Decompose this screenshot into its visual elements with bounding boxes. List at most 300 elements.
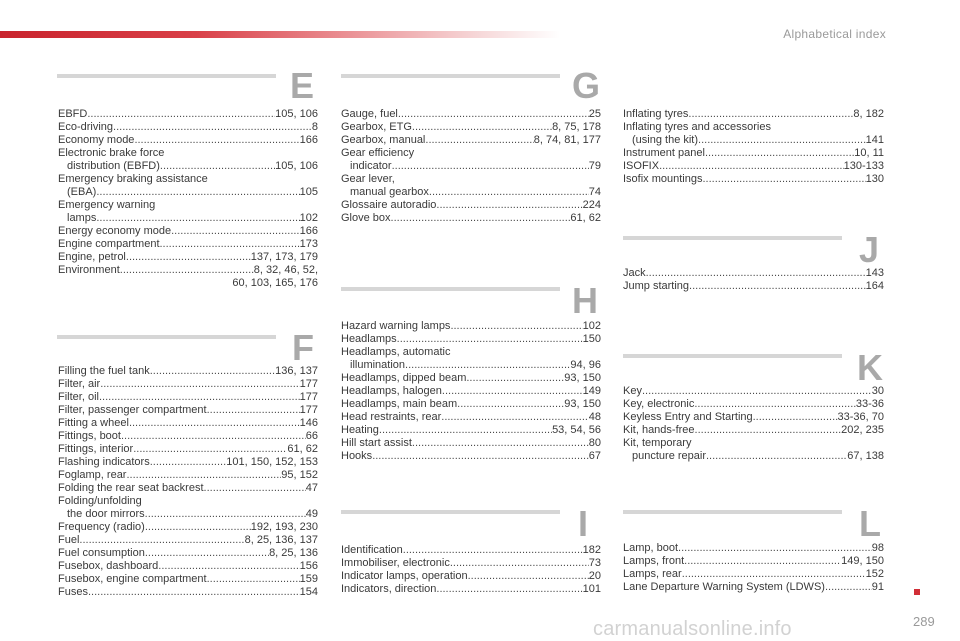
index-entry-pages: 47: [305, 482, 318, 494]
index-entry-line: [341, 544, 601, 557]
index-entry: [341, 173, 601, 199]
index-entry: [623, 108, 884, 121]
index-leader-dots: [121, 430, 306, 443]
index-entry-label: Flashing indicators: [58, 456, 150, 468]
index-entry-line: [58, 456, 318, 469]
index-entry: [341, 121, 601, 134]
index-entry: [58, 482, 318, 495]
index-leader-dots: [425, 134, 533, 147]
index-entry-pages: 101, 150, 152, 153: [226, 456, 318, 468]
index-entry-line: [623, 542, 884, 555]
index-entry-pages: 33-36: [855, 398, 884, 410]
index-entry-label: Kit, temporary: [623, 437, 692, 449]
index-entry-label: Engine compartment: [58, 238, 160, 250]
index-entry-line: [341, 186, 601, 199]
index-entry: [341, 450, 601, 463]
index-entry-pages: 177: [299, 391, 318, 403]
index-leader-dots: [160, 160, 275, 173]
index-entry-pages: 94, 96: [570, 359, 601, 371]
index-leader-dots: [150, 365, 275, 378]
index-entry-pages: 150: [582, 333, 601, 345]
index-entry-pages: 105, 106: [275, 160, 318, 172]
index-entry: [58, 547, 318, 560]
index-entry-line: [58, 404, 318, 417]
index-entry-pages: 149: [582, 385, 601, 397]
index-entry-pages: 137, 173, 179: [250, 251, 318, 263]
index-entry: [341, 385, 601, 398]
index-entry: [58, 417, 318, 430]
section-rule-i: [341, 510, 560, 514]
index-entry-line: [623, 555, 884, 568]
index-entry-pages: 61, 62: [570, 212, 601, 224]
index-leader-dots: [100, 378, 299, 391]
index-leader-dots: [468, 570, 589, 583]
index-entry-label: Gearbox, ETG: [341, 121, 412, 133]
index-entry-pages: 61, 62: [287, 443, 318, 455]
index-entry-pages: 8, 75, 178: [552, 121, 601, 133]
index-leader-dots: [436, 199, 582, 212]
index-entry-label: Folding the rear seat backrest: [58, 482, 204, 494]
index-entry-line: [58, 573, 318, 586]
index-leader-dots: [442, 385, 583, 398]
index-entry-line: [341, 411, 601, 424]
index-leader-dots: [171, 225, 300, 238]
index-leader-dots: [126, 469, 281, 482]
index-entry-label: Headlamps, dipped beam: [341, 372, 467, 384]
index-entry-pages-continued: 60, 103, 165, 176: [232, 277, 318, 289]
index-entry-pages: 91: [871, 581, 884, 593]
index-entry-label: Electronic brake force: [58, 147, 165, 159]
watermark-text: carmanualsonline.info: [593, 618, 792, 640]
index-entry-label: Kit, hands-free: [623, 424, 695, 436]
index-entry-label: Fuel consumption: [58, 547, 145, 559]
index-entry-label: Emergency warning: [58, 199, 156, 211]
index-entry-label: Jack: [623, 267, 646, 279]
index-entry-pages: 95, 152: [281, 469, 318, 481]
index-entry-label: Headlamps: [341, 333, 397, 345]
index-entry-label: Isofix mountings: [623, 173, 703, 185]
index-entry: [623, 173, 884, 186]
index-entry-line: [58, 147, 318, 160]
section-rule-e: [57, 74, 276, 78]
index-entry-label: Fittings, boot: [58, 430, 121, 442]
index-entry-line: [341, 372, 601, 385]
index-entry-line: [58, 521, 318, 534]
index-entry-line: [58, 586, 318, 599]
index-entry-pages: 143: [865, 267, 884, 279]
index-entry-pages: 8, 32, 46, 52,: [253, 264, 318, 276]
index-entry-label: (using the kit): [632, 134, 699, 146]
index-entry-line: [341, 108, 601, 121]
index-entry-pages: 98: [871, 542, 884, 554]
section-rule-f: [57, 335, 276, 339]
index-entry: [58, 199, 318, 225]
index-leader-dots: [441, 411, 588, 424]
index-entry-pages: 101: [582, 583, 601, 595]
index-entry-line: [58, 251, 318, 264]
index-entry-label: Head restraints, rear: [341, 411, 442, 423]
index-entry-pages: 8, 25, 136, 137: [244, 534, 318, 546]
index-leader-dots: [689, 280, 866, 293]
index-entry-pages: 173: [299, 238, 318, 250]
index-entry-label: Lane Departure Warning System (LDWS): [623, 581, 825, 593]
index-entry-pages: 105: [299, 186, 318, 198]
index-entry-pages: 8, 182: [853, 108, 884, 120]
index-leader-dots: [705, 147, 854, 160]
index-leader-dots: [397, 333, 583, 346]
index-entry: [623, 121, 884, 147]
index-entry-label: Identification: [341, 544, 403, 556]
index-leader-dots: [145, 547, 269, 560]
index-entry-line: [623, 267, 884, 280]
index-entry-pages: 141: [865, 134, 884, 146]
page-marker: [914, 589, 920, 595]
index-entry: [341, 372, 601, 385]
index-entry-label: Fuses: [58, 586, 88, 598]
index-leader-dots: [145, 521, 251, 534]
index-entry-label: Jump starting: [623, 280, 690, 292]
index-entry-label: illumination: [350, 359, 406, 371]
index-entry-label: Lamps, front: [623, 555, 685, 567]
index-entry: [341, 108, 601, 121]
index-entry-line: [623, 121, 884, 134]
section-entries-i: [341, 544, 601, 596]
index-entry: [58, 443, 318, 456]
index-entry-line: [58, 417, 318, 430]
index-entry: [623, 411, 884, 424]
section-entries-g: [341, 108, 601, 225]
index-entry: [58, 456, 318, 469]
page-number: 289: [913, 614, 935, 629]
index-entry: [58, 134, 318, 147]
index-entry: [58, 147, 318, 173]
index-entry-line: [58, 108, 318, 121]
index-entry-line: [58, 495, 318, 508]
index-entry-pages: 67, 138: [847, 450, 884, 462]
index-entry-label: ISOFIX: [623, 160, 660, 172]
index-entry-line: [341, 346, 601, 359]
section-entries-h: [341, 320, 601, 463]
index-entry-line: [58, 378, 318, 391]
index-entry-pages: 33-36, 70: [837, 411, 884, 423]
index-entry-label: Gearbox, manual: [341, 134, 426, 146]
index-entry-label: Glossaire autoradio: [341, 199, 437, 211]
index-entry: [623, 160, 884, 173]
index-entry-line: [341, 359, 601, 372]
index-entry-line: [58, 134, 318, 147]
index-leader-dots: [87, 108, 275, 121]
section-rule-k: [623, 354, 842, 358]
index-leader-dots: [429, 186, 589, 199]
index-entry: [58, 264, 318, 290]
index-entry-line: [58, 225, 318, 238]
index-leader-dots: [113, 121, 312, 134]
index-entry-line: [341, 333, 601, 346]
index-entry-pages: 130: [865, 173, 884, 185]
index-entry-line: [58, 469, 318, 482]
index-entry-label: Headlamps, main beam: [341, 398, 458, 410]
section-rule-j: [623, 236, 842, 240]
index-entry-line: [341, 424, 601, 437]
section-entries-i-continued: [623, 108, 884, 186]
index-leader-dots: [391, 212, 571, 225]
index-leader-dots: [646, 267, 866, 280]
index-entry-line: [58, 534, 318, 547]
index-entry-line: [623, 450, 884, 463]
index-entry-pages: 8: [311, 121, 318, 133]
index-entry-line: [341, 212, 601, 225]
index-leader-dots: [706, 450, 847, 463]
index-entry-line: [58, 121, 318, 134]
index-entry-pages: 177: [299, 378, 318, 390]
index-entry-line: [58, 264, 318, 277]
index-entry-pages: 136, 137: [275, 365, 318, 377]
page-header-title: Alphabetical index: [783, 27, 886, 41]
section-rule-h: [341, 287, 560, 291]
index-entry-line: [341, 160, 601, 173]
index-entry-label: Environment: [58, 264, 120, 276]
index-entry-label: Hooks: [341, 450, 373, 462]
index-leader-dots: [207, 404, 300, 417]
index-entry-label: Fusebox, engine compartment: [58, 573, 207, 585]
index-entry: [341, 424, 601, 437]
index-entry-pages: 74: [588, 186, 601, 198]
index-leader-dots: [372, 450, 589, 463]
index-entry-label: Filter, passenger compartment: [58, 404, 207, 416]
index-entry-label: the door mirrors: [67, 508, 145, 520]
index-entry-line: [341, 147, 601, 160]
index-entry-label: Indicator lamps, operation: [341, 570, 468, 582]
index-entry: [58, 251, 318, 264]
index-entry-pages: 152: [865, 568, 884, 580]
index-entry-label: Eco-driving: [58, 121, 114, 133]
index-entry-label: Folding/unfolding: [58, 495, 142, 507]
index-entry-label: Filter, air: [58, 378, 101, 390]
index-entry-line: [341, 385, 601, 398]
section-letter-g: G: [572, 65, 601, 106]
index-entry-line: [58, 560, 318, 573]
section-entries-l: [623, 542, 884, 594]
index-entry-label: Fuel: [58, 534, 80, 546]
index-leader-dots: [126, 251, 251, 264]
index-entry-label: Gear efficiency: [341, 147, 415, 159]
index-leader-dots: [398, 108, 589, 121]
index-entry-pages: 224: [582, 199, 601, 211]
index-entry-label: Foglamp, rear: [58, 469, 127, 481]
index-entry-pages: 105, 106: [275, 108, 318, 120]
index-entry-label: Indicators, direction: [341, 583, 437, 595]
index-entry-label: Instrument panel: [623, 147, 705, 159]
index-leader-dots: [392, 160, 589, 173]
index-entry: [58, 404, 318, 417]
index-entry-pages: 166: [299, 134, 318, 146]
index-entry-line: [623, 108, 884, 121]
section-letter-f: F: [292, 327, 314, 368]
index-entry: [623, 280, 884, 293]
index-entry: [341, 398, 601, 411]
index-entry-pages: 154: [299, 586, 318, 598]
index-entry-pages: 48: [588, 411, 601, 423]
index-entry-line: [341, 450, 601, 463]
index-entry-label: (EBA): [67, 186, 97, 198]
index-entry-line: [623, 160, 884, 173]
index-entry: [623, 568, 884, 581]
index-entry: [58, 521, 318, 534]
index-entry-label: Hill start assist: [341, 437, 412, 449]
index-entry-label: EBFD: [58, 108, 88, 120]
index-entry-line: [623, 437, 884, 450]
index-entry: [58, 573, 318, 586]
index-entry-pages: 130-133: [843, 160, 884, 172]
index-entry-label: Glove box: [341, 212, 391, 224]
index-entry-label: Inflating tyres: [623, 108, 689, 120]
index-entry: [341, 346, 601, 372]
index-entry-label: Energy economy mode: [58, 225, 172, 237]
index-entry-pages: 93, 150: [564, 398, 601, 410]
index-entry-pages: 66: [305, 430, 318, 442]
index-leader-dots: [145, 508, 306, 521]
index-entry-label: Engine, petrol: [58, 251, 126, 263]
index-entry-line: [58, 238, 318, 251]
index-entry-label: Economy mode: [58, 134, 135, 146]
index-entry-label: distribution (EBFD): [67, 160, 160, 172]
section-rule-l: [623, 510, 842, 514]
index-entry-pages: 102: [299, 212, 318, 224]
index-leader-dots: [659, 160, 844, 173]
index-entry-line: [58, 547, 318, 560]
section-rule-g: [341, 74, 560, 78]
index-entry-label: Heating: [341, 424, 379, 436]
index-entry-line: [623, 411, 884, 424]
index-leader-dots: [403, 544, 583, 557]
index-entry-line: [341, 199, 601, 212]
index-entry-label: lamps: [67, 212, 97, 224]
index-leader-dots: [682, 568, 866, 581]
index-entry-line: [623, 280, 884, 293]
index-entry: [58, 391, 318, 404]
index-entry-line: [58, 173, 318, 186]
index-entry: [58, 469, 318, 482]
index-entry-label: Key: [623, 385, 642, 397]
index-leader-dots: [412, 121, 552, 134]
index-entry-label: Headlamps, halogen: [341, 385, 442, 397]
index-leader-dots: [160, 238, 300, 251]
index-leader-dots: [79, 534, 244, 547]
index-entry-line: [623, 385, 884, 398]
index-entry: [341, 199, 601, 212]
section-letter-i: I: [578, 503, 589, 544]
index-entry-pages: 93, 150: [564, 372, 601, 384]
index-entry: [341, 147, 601, 173]
index-entry: [341, 557, 601, 570]
header-accent-bar: [0, 31, 560, 38]
index-entry: [58, 560, 318, 573]
index-entry-pages: 53, 54, 56: [552, 424, 601, 436]
index-entry: [58, 430, 318, 443]
index-entry: [58, 238, 318, 251]
index-entry-line: [58, 430, 318, 443]
index-entry-line: [623, 424, 884, 437]
index-entry-line: [58, 186, 318, 199]
index-entry-pages: 49: [305, 508, 318, 520]
index-leader-dots: [698, 134, 866, 147]
index-entry-pages: 156: [299, 560, 318, 572]
index-entry-line: [58, 391, 318, 404]
index-entry-line: [58, 443, 318, 456]
section-letter-k: K: [857, 347, 883, 388]
index-leader-dots: [825, 581, 872, 594]
index-entry-line: [341, 557, 601, 570]
index-leader-dots: [204, 482, 306, 495]
index-leader-dots: [129, 417, 300, 430]
section-entries-f: [58, 365, 318, 599]
index-entry-label: puncture repair: [632, 450, 706, 462]
index-leader-dots: [457, 398, 564, 411]
index-entry: [623, 437, 884, 463]
index-leader-dots: [753, 411, 838, 424]
index-entry-label: Lamp, boot: [623, 542, 679, 554]
section-entries-k: [623, 385, 884, 463]
index-leader-dots: [466, 372, 564, 385]
index-entry-line: [623, 568, 884, 581]
index-leader-dots: [158, 560, 299, 573]
index-entry: [623, 555, 884, 568]
index-entry-line: [623, 173, 884, 186]
index-leader-dots: [96, 186, 299, 199]
index-entry: [341, 544, 601, 557]
index-entry: [58, 534, 318, 547]
index-entry-line: [341, 570, 601, 583]
index-entry-label: manual gearbox: [350, 186, 429, 198]
index-entry: [623, 398, 884, 411]
index-entry-line: [341, 173, 601, 186]
index-entry-pages: 8, 74, 81, 177: [533, 134, 601, 146]
index-entry: [341, 570, 601, 583]
index-entry-pages: 177: [299, 404, 318, 416]
index-leader-dots: [150, 456, 227, 469]
index-entry-pages: 166: [299, 225, 318, 237]
index-entry-pages: 67: [588, 450, 601, 462]
index-entry: [623, 581, 884, 594]
index-entry-pages: 8, 25, 136: [269, 547, 318, 559]
index-leader-dots: [99, 391, 300, 404]
index-entry-line: [58, 508, 318, 521]
index-leader-dots: [379, 424, 552, 437]
index-entry-label: Hazard warning lamps: [341, 320, 451, 332]
section-letter-h: H: [572, 280, 598, 321]
index-entry: [58, 108, 318, 121]
index-entry: [341, 437, 601, 450]
index-entry-line: [341, 398, 601, 411]
index-entry-label: Fusebox, dashboard: [58, 560, 159, 572]
index-entry-pages: 164: [865, 280, 884, 292]
index-entry-line: [341, 134, 601, 147]
index-entry-line: [341, 121, 601, 134]
index-entry-label: Fitting a wheel: [58, 417, 129, 429]
index-entry-pages: 25: [588, 108, 601, 120]
index-entry-label: Fittings, interior: [58, 443, 134, 455]
section-entries-e: [58, 108, 318, 290]
index-entry-line: [58, 365, 318, 378]
index-entry-line: [58, 160, 318, 173]
index-entry: [341, 333, 601, 346]
index-entry-pages: 149, 150: [841, 555, 884, 567]
index-entry: [58, 495, 318, 521]
index-entry-line: [58, 212, 318, 225]
index-entry-line: [623, 134, 884, 147]
section-entries-j: [623, 267, 884, 293]
index-entry-label: Filling the fuel tank: [58, 365, 150, 377]
